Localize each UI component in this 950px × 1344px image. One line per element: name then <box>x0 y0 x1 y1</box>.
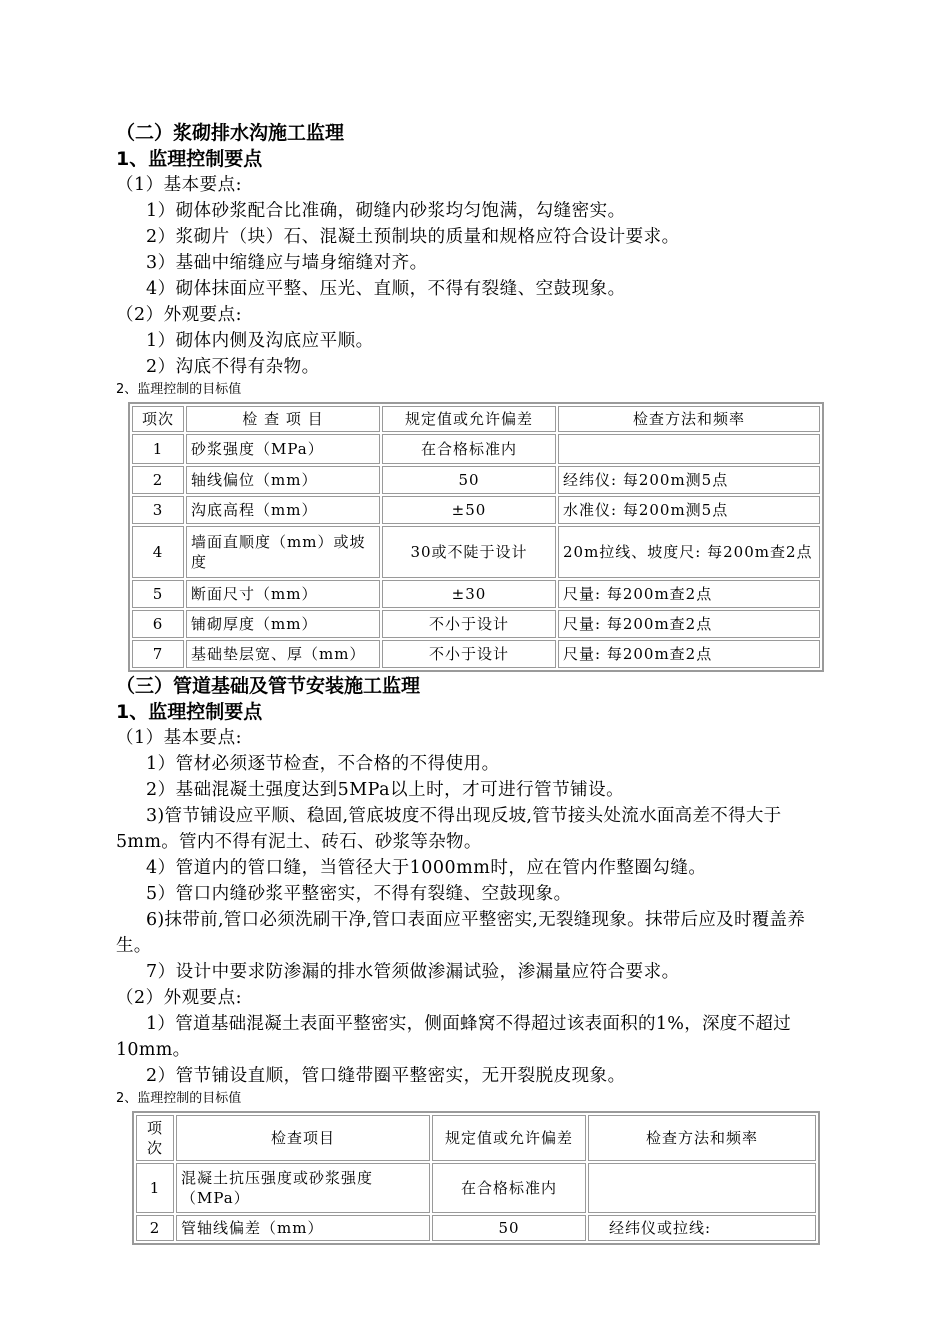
table-row <box>136 1215 816 1241</box>
drainage-ditch-target-table <box>128 402 824 672</box>
table-cell: 尺量: 每200m查2点 <box>558 610 820 638</box>
table-cell: 2 <box>136 1215 174 1241</box>
header-cell: 项次 <box>132 406 184 432</box>
section-2-basic-item: 3）基础中缩缝应与墙身缩缝对齐。 <box>146 253 428 273</box>
table-header-row <box>132 406 820 432</box>
section-2-basic-title: （1）基本要点: <box>116 175 243 195</box>
table-cell: 水准仪: 每200m测5点 <box>558 496 820 524</box>
table-cell: 20m拉线、坡度尺: 每200m查2点 <box>558 526 820 578</box>
table-cell: 在合格标准内 <box>382 434 556 464</box>
table-cell: 不小于设计 <box>382 640 556 668</box>
section-3-subheading: 1、监理控制要点 <box>116 701 263 723</box>
section-2-basic-item: 2）浆砌片（块）石、混凝土预制块的质量和规格应符合设计要求。 <box>146 227 680 247</box>
table-cell: 50 <box>382 466 556 494</box>
table-cell: 管轴线偏差（mm） <box>176 1215 430 1241</box>
table-cell: 7 <box>132 640 184 668</box>
table-cell: 砂浆强度（MPa） <box>186 434 380 464</box>
table-row <box>132 496 820 524</box>
table-cell: 尺量: 每200m查2点 <box>558 640 820 668</box>
document-page <box>116 120 836 1245</box>
table-row <box>136 1163 816 1213</box>
section-2-target-title: 2、监理控制的目标值 <box>116 382 242 397</box>
section-2-title: （二）浆砌排水沟施工监理 <box>116 122 345 144</box>
table-cell: 轴线偏位（mm） <box>186 466 380 494</box>
table-cell: 3 <box>132 496 184 524</box>
section-2-basic-item: 4）砌体抹面应平整、压光、直顺，不得有裂缝、空鼓现象。 <box>146 279 626 299</box>
section-3-basic-item: 6)抹带前,管口必须洗刷干净,管口表面应平整密实,无裂缝现象。抹带后应及时覆盖养生。 <box>116 910 806 956</box>
section-3-appearance-item: 1）管道基础混凝土表面平整密实，侧面蜂窝不得超过该表面积的1%，深度不超过10mm。 <box>116 1014 791 1060</box>
table-cell <box>588 1163 816 1213</box>
table-cell: 1 <box>136 1163 174 1213</box>
header-cell: 检查方法和频率 <box>588 1115 816 1161</box>
section-2-subheading: 1、监理控制要点 <box>116 148 263 170</box>
section-2-appearance-item: 1）砌体内侧及沟底应平顺。 <box>146 331 374 351</box>
table-cell: ±50 <box>382 496 556 524</box>
table-cell: 6 <box>132 610 184 638</box>
table-cell: 不小于设计 <box>382 610 556 638</box>
table-cell: 2 <box>132 466 184 494</box>
table-row <box>132 466 820 494</box>
table-cell: 经纬仪: 每200m测5点 <box>558 466 820 494</box>
table-cell: 5 <box>132 580 184 608</box>
table-cell: 4 <box>132 526 184 578</box>
table-row <box>132 580 820 608</box>
section-2-appearance-item: 2）沟底不得有杂物。 <box>146 357 320 377</box>
table-row <box>132 434 820 464</box>
pipe-foundation-target-table <box>132 1111 820 1245</box>
section-3-basic-item: 3)管节铺设应平顺、稳固,管底坡度不得出现反坡,管节接头处流水面高差不得大于5mm。管内不得有泥土、砖石、砂浆等杂物。 <box>116 806 782 852</box>
header-cell: 项次 <box>136 1115 174 1161</box>
table-header-row <box>136 1115 816 1161</box>
table-cell: 30或不陡于设计 <box>382 526 556 578</box>
table-cell: 断面尺寸（mm） <box>186 580 380 608</box>
header-cell: 检 查 项 目 <box>186 406 380 432</box>
header-cell: 规定值或允许偏差 <box>432 1115 586 1161</box>
section-3-basic-item: 4）管道内的管口缝，当管径大于1000mm时，应在管内作整圈勾缝。 <box>146 858 707 878</box>
header-cell: 规定值或允许偏差 <box>382 406 556 432</box>
table-cell: 1 <box>132 434 184 464</box>
section-3-basic-title: （1）基本要点: <box>116 728 243 748</box>
table-cell: 基础垫层宽、厚（mm） <box>186 640 380 668</box>
table-row <box>132 640 820 668</box>
table-row <box>132 610 820 638</box>
table-cell: 经纬仪或拉线: <box>588 1215 816 1241</box>
section-3-basic-item: 5）管口内缝砂浆平整密实，不得有裂缝、空鼓现象。 <box>146 884 572 904</box>
section-3-basic-item: 1）管材必须逐节检查，不合格的不得使用。 <box>146 754 500 774</box>
table-cell <box>558 434 820 464</box>
table-cell: 墙面直顺度（mm）或坡度 <box>186 526 380 578</box>
header-cell: 检查方法和频率 <box>558 406 820 432</box>
section-3-target-title: 2、监理控制的目标值 <box>116 1091 242 1106</box>
table-row <box>132 526 820 578</box>
header-cell: 检查项目 <box>176 1115 430 1161</box>
section-2-basic-item: 1）砌体砂浆配合比准确，砌缝内砂浆均匀饱满，勾缝密实。 <box>146 201 626 221</box>
section-3-appearance-item: 2）管节铺设直顺，管口缝带圈平整密实，无开裂脱皮现象。 <box>146 1066 626 1086</box>
section-3-basic-item: 7）设计中要求防渗漏的排水管须做渗漏试验，渗漏量应符合要求。 <box>146 962 680 982</box>
table-cell: ±30 <box>382 580 556 608</box>
table-cell: 在合格标准内 <box>432 1163 586 1213</box>
table-cell: 尺量: 每200m查2点 <box>558 580 820 608</box>
section-3-appearance-title: （2）外观要点: <box>116 988 243 1008</box>
section-2-appearance-title: （2）外观要点: <box>116 305 243 325</box>
table-cell: 铺砌厚度（mm） <box>186 610 380 638</box>
section-3-title: （三）管道基础及管节安装施工监理 <box>116 675 421 697</box>
section-3-basic-item: 2）基础混凝土强度达到5MPa以上时，才可进行管节铺设。 <box>146 780 625 800</box>
table-cell: 沟底高程（mm） <box>186 496 380 524</box>
table-cell: 50 <box>432 1215 586 1241</box>
table-cell: 混凝土抗压强度或砂浆强度（MPa） <box>176 1163 430 1213</box>
